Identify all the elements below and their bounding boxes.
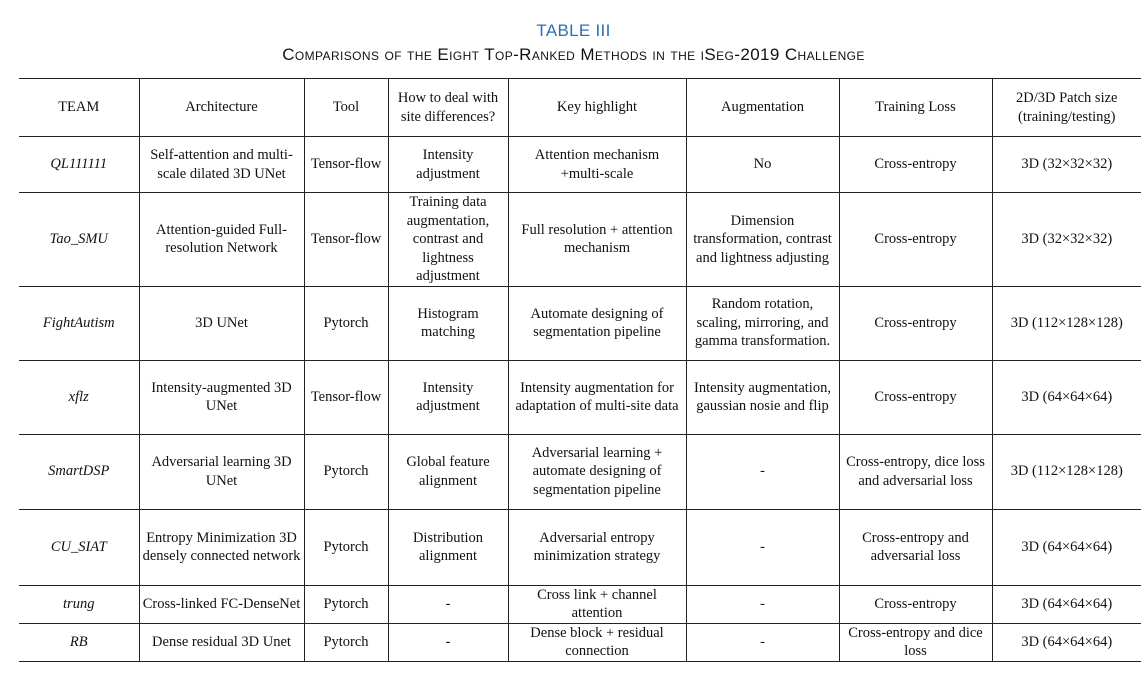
cell-team: RB bbox=[19, 623, 139, 661]
cell-augmentation: - bbox=[686, 509, 839, 585]
cell-key-highlight: Attention mechanism +multi-scale bbox=[508, 137, 686, 193]
cell-training-loss: Cross-entropy, dice loss and adversarial loss bbox=[839, 434, 992, 509]
cell-team: SmartDSP bbox=[19, 434, 139, 509]
column-header-site-differences: How to deal with site differences? bbox=[388, 79, 508, 137]
cell-patch-size: 3D (64×64×64) bbox=[992, 585, 1141, 623]
cell-patch-size: 3D (112×128×128) bbox=[992, 286, 1141, 360]
cell-tool: Pytorch bbox=[304, 434, 388, 509]
cell-patch-size: 3D (64×64×64) bbox=[992, 509, 1141, 585]
table-row bbox=[19, 509, 1141, 585]
cell-architecture: Intensity-augmented 3D UNet bbox=[139, 360, 304, 434]
cell-tool: Pytorch bbox=[304, 623, 388, 661]
cell-site-differences: Distribution alignment bbox=[388, 509, 508, 585]
column-header-patch-size: 2D/3D Patch size (training/testing) bbox=[992, 79, 1141, 137]
header-row bbox=[19, 79, 1141, 137]
cell-augmentation: Intensity augmentation, gaussian nosie and flip bbox=[686, 360, 839, 434]
cell-augmentation: - bbox=[686, 623, 839, 661]
cell-key-highlight: Automate designing of segmentation pipeline bbox=[508, 286, 686, 360]
cell-team: Tao_SMU bbox=[19, 193, 139, 287]
table-row bbox=[19, 585, 1141, 623]
cell-team: xflz bbox=[19, 360, 139, 434]
cell-architecture: Adversarial learning 3D UNet bbox=[139, 434, 304, 509]
cell-training-loss: Cross-entropy bbox=[839, 193, 992, 287]
table-row bbox=[19, 286, 1141, 360]
cell-architecture: Cross-linked FC-DenseNet bbox=[139, 585, 304, 623]
cell-patch-size: 3D (64×64×64) bbox=[992, 623, 1141, 661]
cell-team: CU_SIAT bbox=[19, 509, 139, 585]
table-row bbox=[19, 193, 1141, 287]
column-header-team: TEAM bbox=[19, 79, 139, 137]
comparison-table bbox=[19, 78, 1141, 662]
column-header-training-loss: Training Loss bbox=[839, 79, 992, 137]
table-row bbox=[19, 623, 1141, 661]
cell-training-loss: Cross-entropy and dice loss bbox=[839, 623, 992, 661]
cell-tool: Tensor-flow bbox=[304, 193, 388, 287]
cell-site-differences: Intensity adjustment bbox=[388, 137, 508, 193]
cell-training-loss: Cross-entropy bbox=[839, 360, 992, 434]
cell-tool: Tensor-flow bbox=[304, 137, 388, 193]
cell-augmentation: Dimension transformation, contrast and lightness adjusting bbox=[686, 193, 839, 287]
cell-training-loss: Cross-entropy bbox=[839, 585, 992, 623]
cell-tool: Tensor-flow bbox=[304, 360, 388, 434]
cell-site-differences: Global feature alignment bbox=[388, 434, 508, 509]
table-row bbox=[19, 137, 1141, 193]
cell-key-highlight: Cross link + channel attention bbox=[508, 585, 686, 623]
cell-architecture: Dense residual 3D Unet bbox=[139, 623, 304, 661]
column-header-key-highlight: Key highlight bbox=[508, 79, 686, 137]
cell-key-highlight: Adversarial entropy minimization strategy bbox=[508, 509, 686, 585]
cell-site-differences: - bbox=[388, 585, 508, 623]
table-row bbox=[19, 360, 1141, 434]
table-label: TABLE III bbox=[536, 21, 611, 40]
cell-key-highlight: Full resolution + attention mechanism bbox=[508, 193, 686, 287]
cell-team: trung bbox=[19, 585, 139, 623]
cell-key-highlight: Adversarial learning + automate designing of segmentation pipeline bbox=[508, 434, 686, 509]
cell-augmentation: - bbox=[686, 585, 839, 623]
column-header-augmentation: Augmentation bbox=[686, 79, 839, 137]
column-header-architecture: Architecture bbox=[139, 79, 304, 137]
table-row bbox=[19, 434, 1141, 509]
column-header-tool: Tool bbox=[304, 79, 388, 137]
cell-site-differences: Training data augmentation, contrast and lightness adjustment bbox=[388, 193, 508, 287]
cell-team: QL111111 bbox=[19, 137, 139, 193]
cell-architecture: Entropy Minimization 3D densely connected network bbox=[139, 509, 304, 585]
cell-augmentation: No bbox=[686, 137, 839, 193]
cell-architecture: Self-attention and multi-scale dilated 3D UNet bbox=[139, 137, 304, 193]
table-title: Comparisons of the Eight Top-Ranked Methods in the iSeg-2019 Challenge bbox=[282, 45, 865, 64]
cell-architecture: 3D UNet bbox=[139, 286, 304, 360]
cell-key-highlight: Intensity augmentation for adaptation of multi-site data bbox=[508, 360, 686, 434]
cell-architecture: Attention-guided Full-resolution Network bbox=[139, 193, 304, 287]
cell-training-loss: Cross-entropy bbox=[839, 137, 992, 193]
cell-tool: Pytorch bbox=[304, 585, 388, 623]
cell-tool: Pytorch bbox=[304, 286, 388, 360]
cell-training-loss: Cross-entropy and adversarial loss bbox=[839, 509, 992, 585]
cell-site-differences: - bbox=[388, 623, 508, 661]
cell-training-loss: Cross-entropy bbox=[839, 286, 992, 360]
cell-augmentation: - bbox=[686, 434, 839, 509]
cell-augmentation: Random rotation, scaling, mirroring, and gamma transformation. bbox=[686, 286, 839, 360]
cell-patch-size: 3D (112×128×128) bbox=[992, 434, 1141, 509]
cell-patch-size: 3D (64×64×64) bbox=[992, 360, 1141, 434]
cell-team: FightAutism bbox=[19, 286, 139, 360]
cell-patch-size: 3D (32×32×32) bbox=[992, 193, 1141, 287]
cell-site-differences: Histogram matching bbox=[388, 286, 508, 360]
cell-site-differences: Intensity adjustment bbox=[388, 360, 508, 434]
cell-key-highlight: Dense block + residual connection bbox=[508, 623, 686, 661]
cell-patch-size: 3D (32×32×32) bbox=[992, 137, 1141, 193]
cell-tool: Pytorch bbox=[304, 509, 388, 585]
